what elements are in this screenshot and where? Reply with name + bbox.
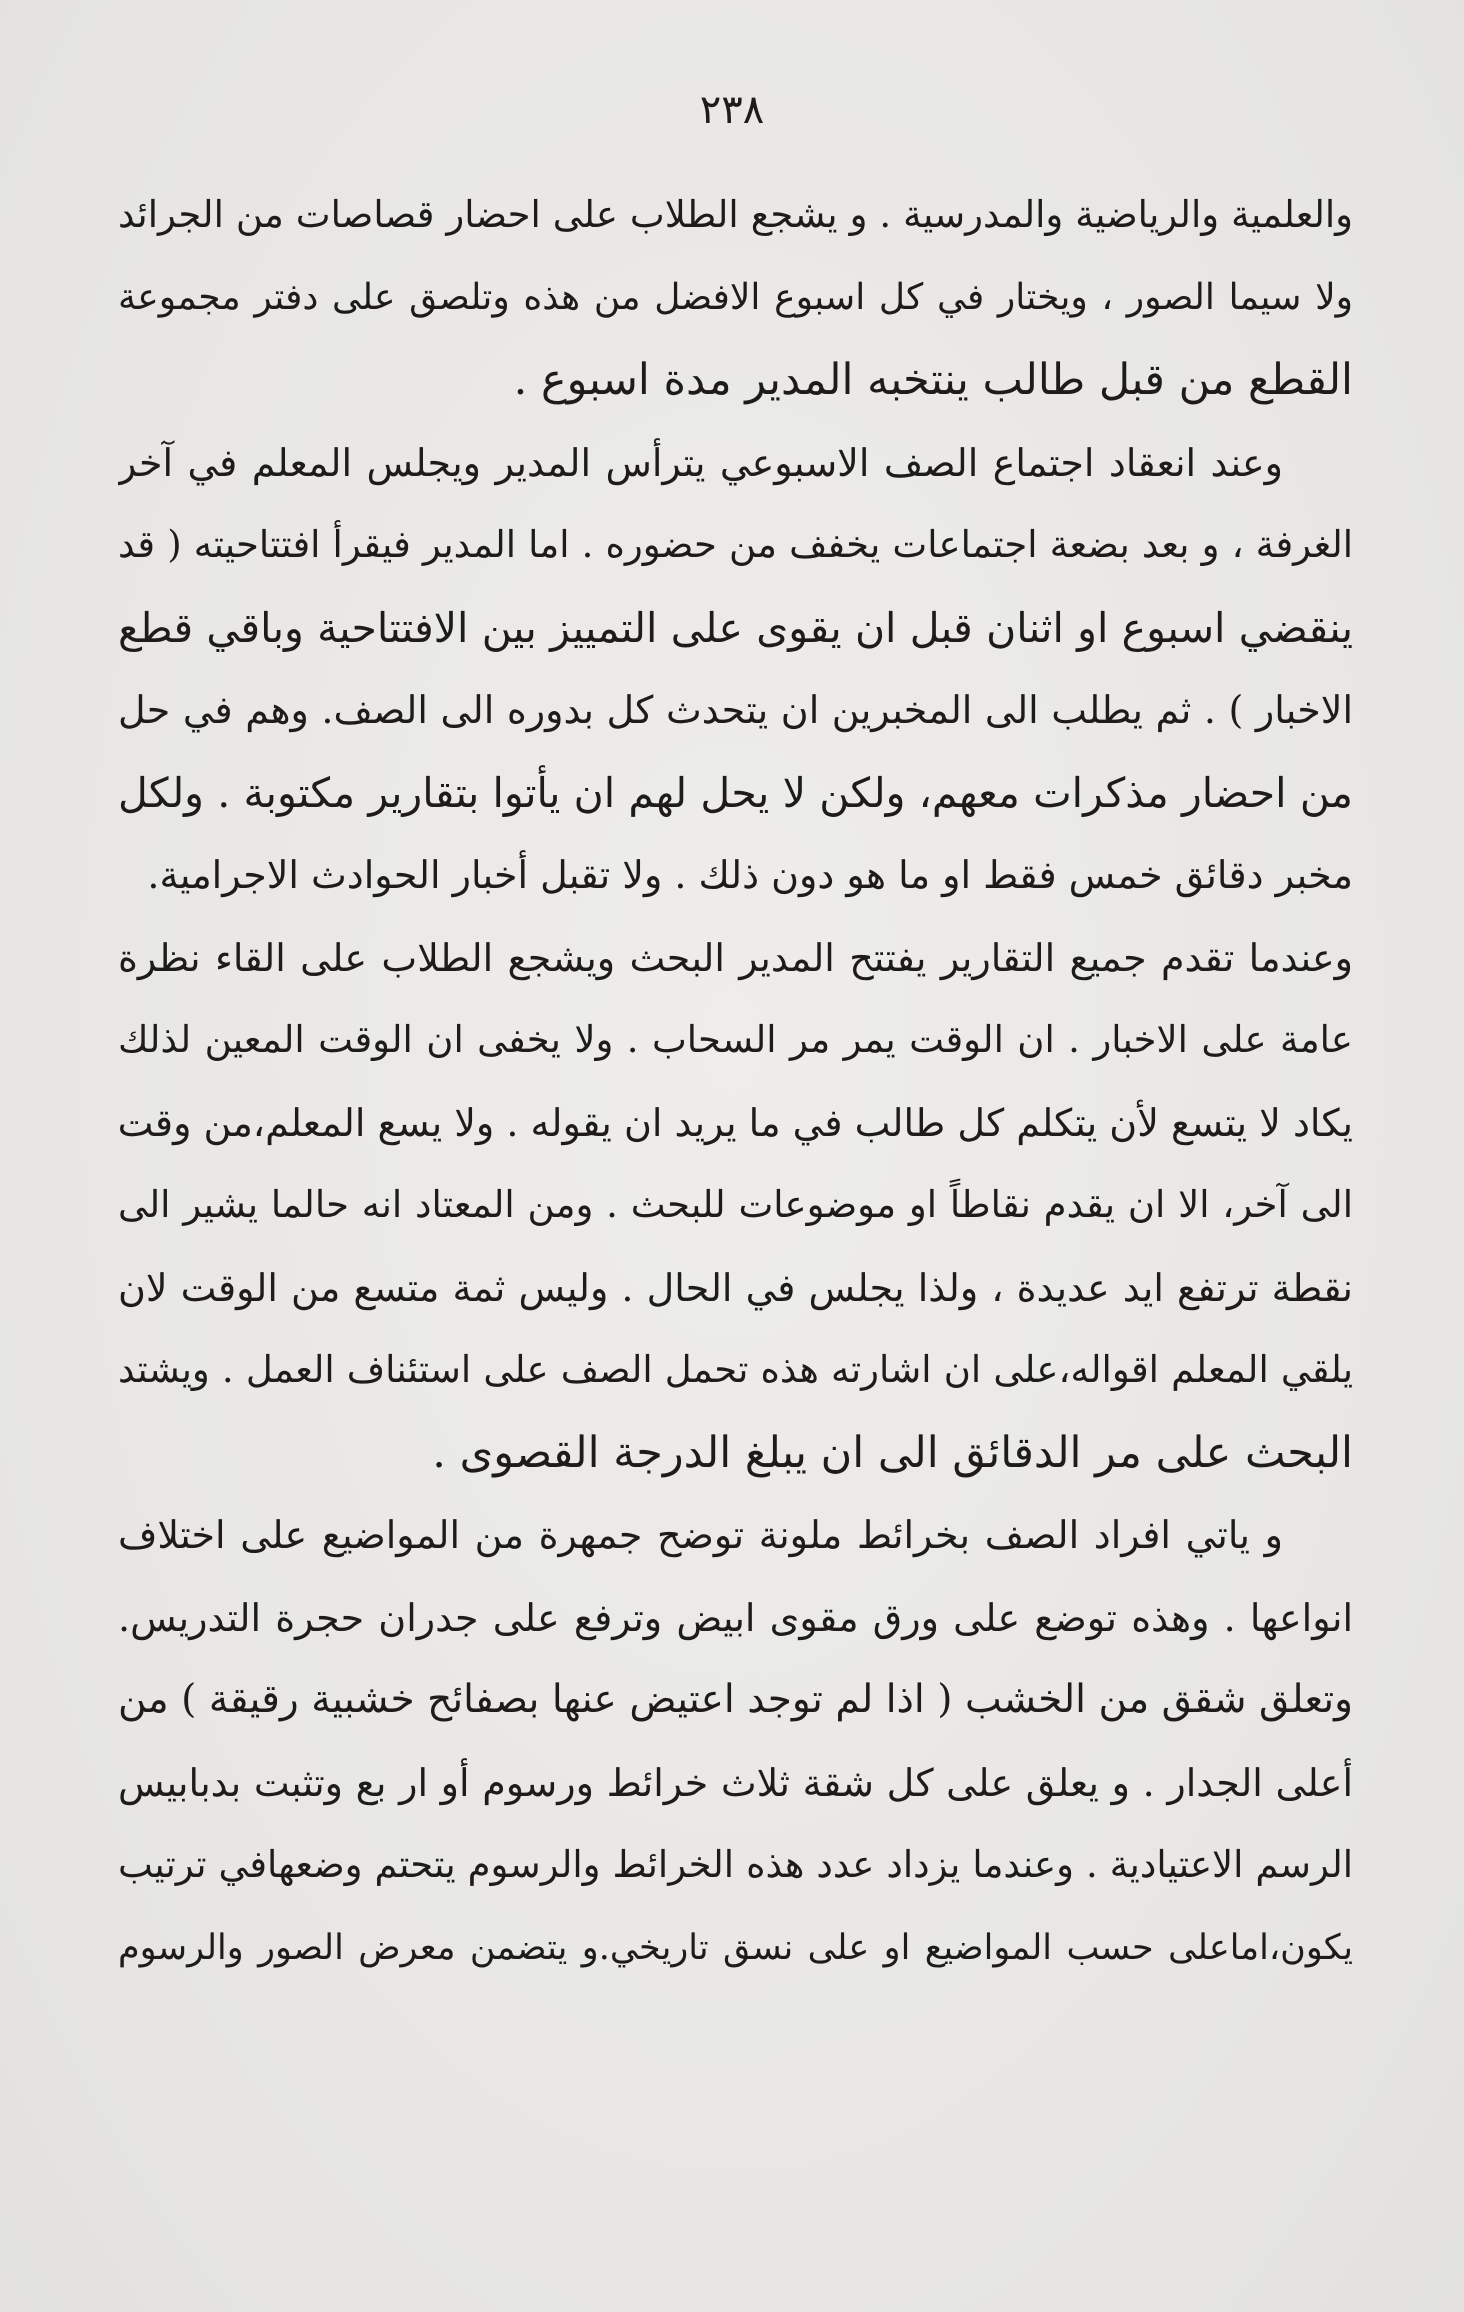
text-line: و ياتي افراد الصف بخرائط ملونة توضح جمهرة من المواضيع على اختلاف: [118, 1513, 1283, 1557]
text-line: مخبر دقائق خمس فقط او ما هو دون ذلك . ولا تقبل أخبار الحوادث الاجرامية.: [147, 853, 1353, 897]
text-line: وعندما تقدم جميع التقارير يفتتح المدير البحث ويشجع الطلاب على القاء نظرة: [118, 935, 1353, 980]
text-line: نقطة ترتفع ايد عديدة ، ولذا يجلس في الحال . وليس ثمة متسع من الوقت لان: [118, 1265, 1353, 1310]
text-line: يلقي المعلم اقواله،على ان اشارته هذه تحمل الصف على استئناف العمل . ويشتد: [118, 1348, 1353, 1391]
body-text: [118, 174, 1353, 1989]
text-line: الرسم الاعتيادية . وعندما يزداد عدد هذه الخرائط والرسوم يتحتم وضعهافي ترتيب: [118, 1843, 1353, 1886]
text-line: القطع من قبل طالب ينتخبه المدير مدة اسبوع .: [513, 355, 1353, 405]
text-line: الاخبار ) . ثم يطلب الى المخبرين ان يتحدث كل بدوره الى الصف. وهم في حل: [118, 688, 1353, 732]
text-line: وعند انعقاد اجتماع الصف الاسبوعي يترأس المدير ويجلس المعلم في آخر: [118, 440, 1283, 485]
text-line: الغرفة ، و بعد بضعة اجتماعات يخفف من حضوره . اما المدير فيقرأ افتتاحيته ( قد: [118, 523, 1353, 566]
text-line: والعلمية والرياضية والمدرسية . و يشجع الطلاب على احضار قصاصات من الجرائد: [118, 193, 1353, 236]
text-line: عامة على الاخبار . ان الوقت يمر مر السحاب . ولا يخفى ان الوقت المعين لذلك: [118, 1018, 1353, 1061]
text-line: ينقضي اسبوع او اثنان قبل ان يقوى على التمييز بين الافتتاحية وباقي قطع: [118, 603, 1353, 652]
page-number: ٢٣٨: [699, 87, 765, 133]
text-line: الى آخر، الا ان يقدم نقاطاً او موضوعات للبحث . ومن المعتاد انه حالما يشير الى: [118, 1183, 1353, 1226]
text-line: يكون،اماعلى حسب المواضيع او على نسق تاريخي.و يتضمن معرض الصور والرسوم: [118, 1927, 1353, 1968]
text-line: البحث على مر الدقائق الى ان يبلغ الدرجة القصوى .: [432, 1427, 1353, 1478]
text-line: أعلى الجدار . و يعلق على كل شقة ثلاث خرائط ورسوم أو ار بع وتثبت بدبابيس: [118, 1760, 1353, 1805]
text-line: يكاد لا يتسع لأن يتكلم كل طالب في ما يريد ان يقوله . ولا يسع المعلم،من وقت: [118, 1100, 1353, 1145]
text-line: ولا سيما الصور ، ويختار في كل اسبوع الافضل من هذه وتلصق على دفتر مجموعة: [118, 276, 1353, 318]
text-line: انواعها . وهذه توضع على ورق مقوى ابيض وترفع على جدران حجرة التدريس.: [118, 1595, 1353, 1640]
text-line: من احضار مذكرات معهم، ولكن لا يحل لهم ان يأتوا بتقارير مكتوبة . ولكل: [118, 768, 1353, 817]
text-line: وتعلق شقق من الخشب ( اذا لم توجد اعتيض عنها بصفائح خشبية رقيقة ) من: [118, 1677, 1353, 1722]
